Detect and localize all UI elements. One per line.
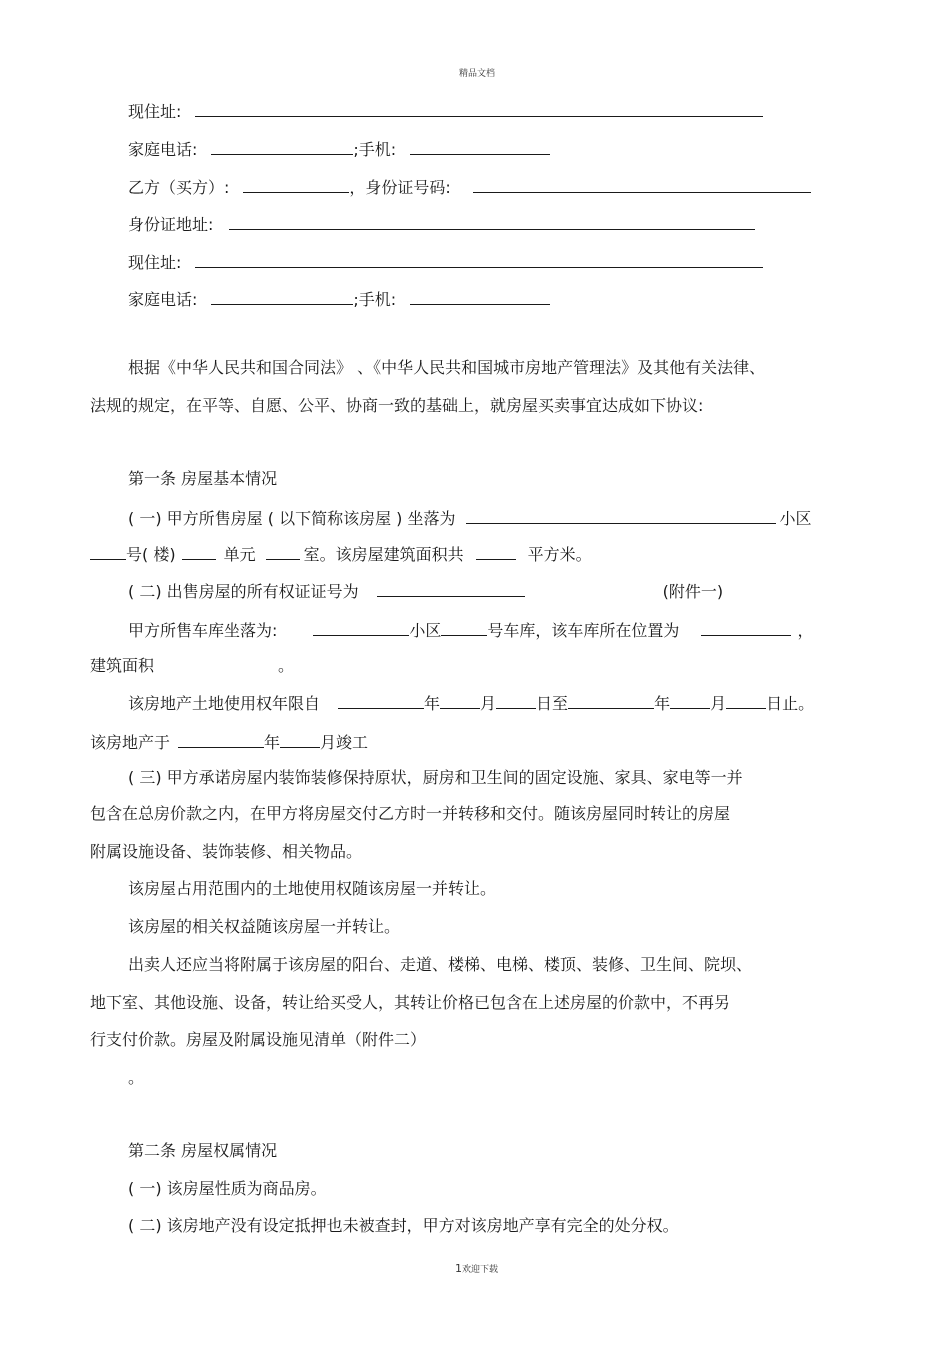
page-header: 精品文档 <box>459 69 496 79</box>
article1-item1-line2 <box>90 544 592 565</box>
attachment1-label: (附件一) <box>662 582 724 601</box>
land-start-year-blank <box>338 693 424 709</box>
buyer-id-number-label: ，身份证号码: <box>349 178 451 197</box>
article1-item3-line-2: 包含在总房价款之内，在甲方将房屋交付乙方时一并转移和交付。随该房屋同时转让的房屋 <box>90 804 731 823</box>
rights-transfer-line: 该房屋的相关权益随该房屋一并转让。 <box>128 917 401 936</box>
completion-year-blank <box>178 732 264 748</box>
seller-home-phone-blank <box>211 139 353 155</box>
land-start-month-label: 月 <box>480 694 497 713</box>
buyer-mobile-blank <box>410 289 550 305</box>
land-start-month-blank <box>440 693 480 709</box>
buyer-home-phone-label: 家庭电话: <box>128 290 198 309</box>
buyer-current-address-label: 现住址: <box>128 253 182 272</box>
garage-location-label: 甲方所售车库坐落为: <box>128 621 278 640</box>
land-start-day-blank <box>496 693 536 709</box>
completion-month-label: 月竣工 <box>320 733 369 752</box>
area-blank <box>476 544 516 560</box>
buyer-current-address-blank <box>195 252 763 268</box>
article1-item1-line <box>128 508 812 529</box>
building-label: 号( 楼) <box>126 545 176 564</box>
completion-label: 该房地产于 <box>90 733 171 752</box>
buyer-current-address-line <box>128 252 763 273</box>
facilities-line-3: 行支付价款。房屋及附属设施见清单（附件二） <box>90 1030 427 1049</box>
area-unit-label: 平方米。 <box>527 545 592 564</box>
buyer-party-label: 乙方（买方）: <box>128 178 230 197</box>
unit-label: 单元 <box>223 545 256 564</box>
garage-area-end: 。 <box>278 656 295 675</box>
seller-phone-line <box>128 139 550 160</box>
page-number: 1 <box>455 1262 462 1275</box>
article1-title: 第一条 房屋基本情况 <box>128 469 278 488</box>
preamble-line-1: 根据《中华人民共和国合同法》 、《中华人民共和国城市房地产管理法》及其他有关法律、 <box>128 358 766 377</box>
room-number-blank <box>266 544 300 560</box>
article2-title: 第二条 房屋权属情况 <box>128 1141 278 1160</box>
item1-community-label: 小区 <box>779 509 812 528</box>
facilities-end-mark: 。 <box>128 1068 145 1087</box>
buyer-phone-line <box>128 289 550 310</box>
facilities-line-2: 地下室、其他设施、设备，转让给买受人，其转让价格已包含在上述房屋的价款中，不再另 <box>90 993 731 1012</box>
land-term-line <box>128 693 814 714</box>
article1-item3-line-1: ( 三) 甲方承诺房屋内装饰装修保持原状，厨房和卫生间的固定设施、家具、家电等一并 <box>128 768 743 787</box>
article1-item2-line <box>128 581 723 602</box>
land-end-day-label: 日止。 <box>766 694 815 713</box>
buyer-mobile-label: ;手机: <box>353 290 397 309</box>
completion-year-label: 年 <box>264 733 281 752</box>
building-number-blank <box>90 544 126 560</box>
garage-position-label: 号车库，该车库所在位置为 <box>487 621 680 640</box>
ownership-cert-label: ( 二) 出售房屋的所有权证证号为 <box>128 582 359 601</box>
seller-mobile-label: ;手机: <box>353 140 397 159</box>
completion-line <box>90 732 368 753</box>
page-footer <box>455 1262 498 1275</box>
preamble-line-2: 法规的规定，在平等、自愿、公平、协商一致的基础上，就房屋买卖事宜达成如下协议: <box>90 396 704 415</box>
buyer-id-number-blank <box>473 177 811 193</box>
garage-area-label: 建筑面积 <box>90 656 155 675</box>
land-term-label: 该房地产土地使用权年限自 <box>128 694 321 713</box>
garage-number-blank <box>441 620 487 636</box>
completion-month-blank <box>280 732 320 748</box>
buyer-party-line <box>128 177 811 198</box>
item1-location-blank <box>466 508 776 524</box>
garage-community-blank <box>313 620 409 636</box>
footer-text: 欢迎下载 <box>462 1265 499 1275</box>
buyer-id-address-line <box>128 214 755 235</box>
land-start-day-label: 日至 <box>536 694 569 713</box>
land-end-year-blank <box>568 693 654 709</box>
seller-current-address-blank <box>195 101 763 117</box>
land-end-day-blank <box>726 693 766 709</box>
buyer-name-blank <box>243 177 349 193</box>
garage-line <box>128 620 813 641</box>
garage-position-blank <box>701 620 791 636</box>
seller-home-phone-label: 家庭电话: <box>128 140 198 159</box>
seller-current-address-line <box>128 101 763 122</box>
facilities-line-1: 出卖人还应当将附属于该房屋的阳台、走道、楼梯、电梯、楼顶、装修、卫生间、院坝、 <box>128 955 753 974</box>
item1-location-label: ( 一) 甲方所售房屋 ( 以下简称该房屋 ) 坐落为 <box>128 509 456 528</box>
garage-comma: ， <box>797 621 814 640</box>
article1-item3-line-3: 附属设施设备、装饰装修、相关物品。 <box>90 842 363 861</box>
ownership-cert-blank <box>377 581 525 597</box>
buyer-home-phone-blank <box>211 289 353 305</box>
land-end-month-label: 月 <box>710 694 727 713</box>
article2-item2: ( 二) 该房地产没有设定抵押也未被查封，甲方对该房地产享有完全的处分权。 <box>128 1216 679 1235</box>
land-end-year-label: 年 <box>654 694 671 713</box>
garage-community-label: 小区 <box>409 621 442 640</box>
seller-mobile-blank <box>410 139 550 155</box>
article2-item1: ( 一) 该房屋性质为商品房。 <box>128 1179 327 1198</box>
seller-current-address-label: 现住址: <box>128 102 182 121</box>
land-start-year-label: 年 <box>424 694 441 713</box>
land-end-month-blank <box>670 693 710 709</box>
unit-number-blank <box>182 544 216 560</box>
buyer-id-address-blank <box>229 214 755 230</box>
room-area-label: 室。该房屋建筑面积共 <box>303 545 464 564</box>
garage-area-line <box>90 656 294 676</box>
land-transfer-line: 该房屋占用范围内的土地使用权随该房屋一并转让。 <box>128 879 497 898</box>
buyer-id-address-label: 身份证地址: <box>128 215 214 234</box>
